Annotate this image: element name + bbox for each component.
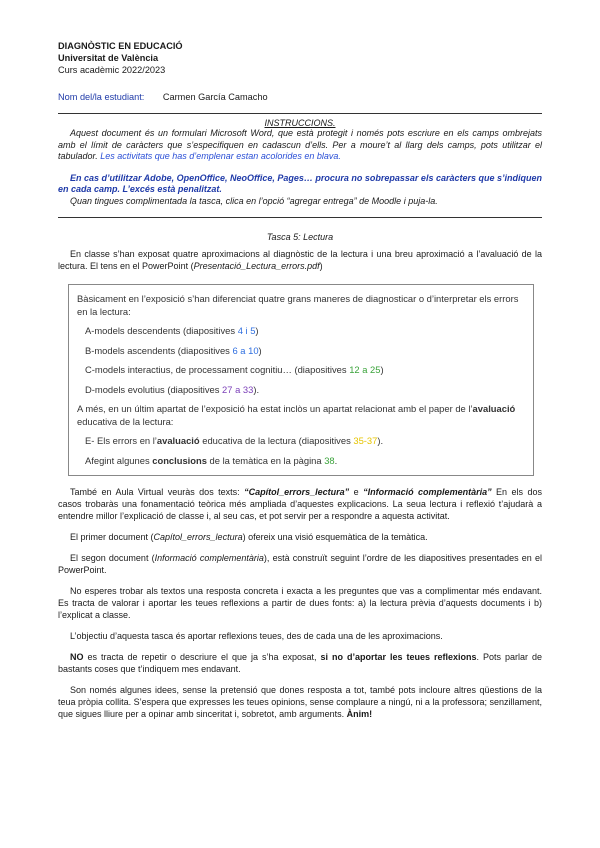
paragraph: També en Aula Virtual veuràs dos texts: “Capítol_errors_lectura” e “Informació complementària” En els dos casos trobaràs una fonamentació teòrica més ampliada d’aquestes explicacions. La seua lectura i reflexió t’ajudarà a entendre millor l’explicació de classe i, al seu cas, et pot servir per a respondre a aquesta activitat. [58, 487, 542, 521]
list-item: B-models ascendents (diapositives 6 a 10) [85, 344, 262, 356]
box-intro: Bàsicament en l’exposició s’han diferenciat quatre grans maneres de diagnosticar o d’interpretar els errors en la lectura: [77, 293, 519, 317]
paragraph: No esperes trobar als textos una resposta concreta i exacta a les preguntes que vas a complimentar més endavant. Es tracta de valorar i aportar les teues reflexions a partir de dues fonts: a) la lectura prèvia d’aquests documents i b) l’explicat a classe. [58, 586, 542, 620]
paragraph: Son només algunes idees, sense la pretensió que dones resposta a tot, també pots incloure altres qüestions de la teua pròpia collita. S’espera que expresses les teues opinions, sense complaure a ningú, ni a la professora; senzillament, que sigues lliure per a opinar amb sinceritat i, sobretot, amb arguments. Ànim! [58, 685, 542, 719]
summary-box [68, 284, 534, 476]
paragraph: El segon document (Informació complementària), està construït seguint l’ordre de les diapositives presentades en el PowerPoint. [58, 553, 543, 575]
box-evaluation-intro: A més, en un últim apartat de l’exposició ha estat inclòs un apartat relacionat amb el paper de l’avaluació educativa de la lectura: [77, 403, 516, 427]
presentation-file-name: Presentació_Lectura_errors.pdf [193, 261, 320, 271]
instructions-paragraph-3: Quan tingues complimentada la tasca, clica en l’opció “agregar entrega” de Moodle i puja-la. [70, 195, 438, 206]
paragraph: NO es tracta de repetir o descriure el que ja s’ha exposat, si no d’aportar les teues reflexions. Pots parlar de bastants coses que t’indiquem mes endavant. [58, 652, 542, 674]
divider [58, 113, 542, 114]
list-item: A-models descendents (diapositives 4 i 5) [85, 325, 259, 336]
student-row [58, 92, 542, 102]
student-name-field[interactable]: Carmen García Camacho [162, 92, 268, 102]
instructions-blue-note: Les activitats que has d’emplenar estan acolorides en blava. [100, 151, 341, 161]
list-item: D-models evolutius (diapositives 27 a 33). [85, 383, 260, 395]
instructions-paragraph-1: Aquest document és un formulari Microsoft Word, que està protegit i només pots escriure en els camps ombrejats amb el límit de caràcters que s’especifiquen en cadascun d’ells. Per a moure’t al llarg dels camps, pots utilitzar el tabulador. Les activitats que has d’emplenar estan acolorides en blava. [58, 128, 542, 161]
university-name: Universitat de València [58, 53, 159, 63]
document-header [58, 40, 542, 76]
academic-year: Curs acadèmic 2022/2023 [58, 65, 166, 75]
divider [58, 217, 542, 218]
instructions-title: INSTRUCCIONS. [264, 118, 336, 128]
list-item: Afegint algunes conclusions de la temàtica en la pàgina 38. [85, 454, 338, 466]
paragraph: L’objectiu d’aquesta tasca és aportar reflexions teues, des de cada una de les aproximacions. [70, 631, 443, 641]
task-intro: En classe s’han exposat quatre aproximacions al diagnòstic de la lectura i una breu aproximació a l’avaluació de la lectura. El tens en el PowerPoint (Presentació_Lectura_errors.pdf) [58, 249, 542, 271]
list-item: C-models interactius, de processament cognitiu… (diapositives 12 a 25) [85, 364, 384, 375]
course-title: DIAGNÒSTIC EN EDUCACIÓ [58, 41, 183, 51]
student-label: Nom del/la estudiant: [58, 92, 145, 102]
paragraph: El primer document (Capítol_errors_lectura) ofereix una visió esquemàtica de la temàtica. [70, 532, 428, 542]
task-title: Tasca 5: Lectura [266, 232, 334, 242]
document-page [58, 40, 542, 720]
instructions-paragraph-2: En cas d’utilitzar Adobe, OpenOffice, NeoOffice, Pages… procura no sobrepassar els caràcters que s’indiquen en cada camp. L’excés està penalitzat. [58, 172, 542, 194]
list-item: E- Els errors en l’avaluació educativa de la lectura (diapositives 35-37). [85, 435, 384, 446]
